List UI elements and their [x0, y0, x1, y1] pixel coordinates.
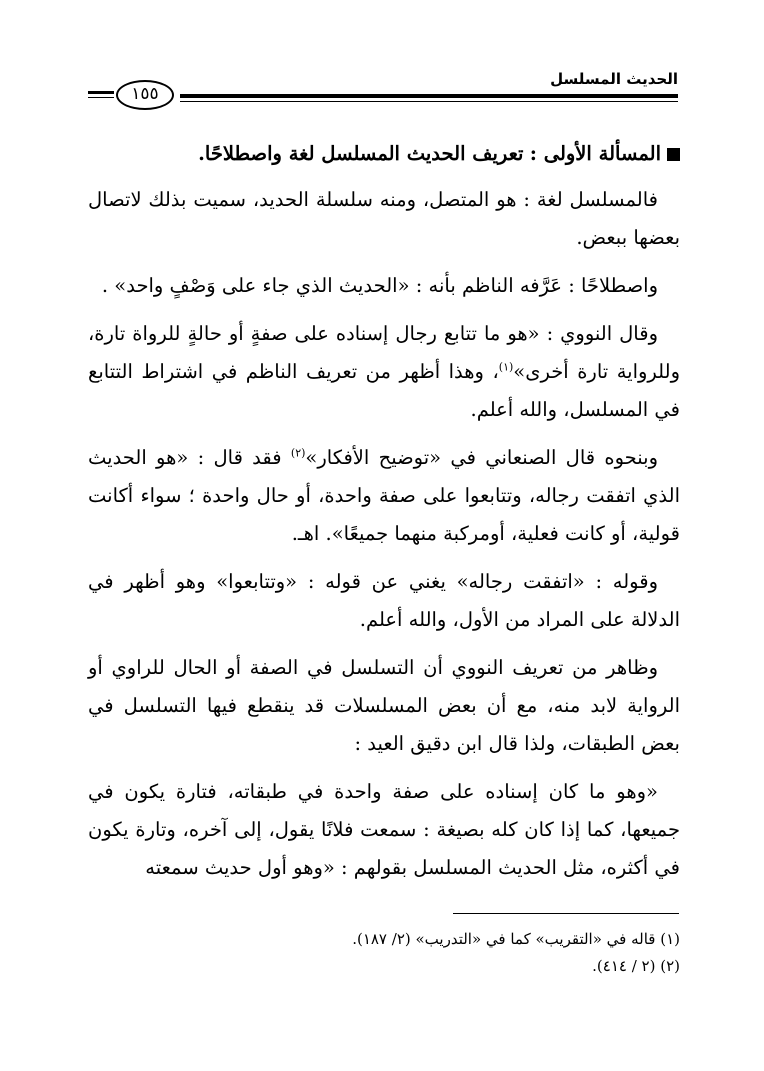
page-number-rule-thin — [88, 97, 114, 98]
paragraph-text: وظاهر من تعريف النووي أن التسلسل في الصفة أو الحال للراوي أو الرواية لابد منه، مع أن بعض المسلسلات قد ينقطع فيها التسلسل في بعض الطبقات، ولذا قال ابن دقيق العيد : — [88, 656, 680, 755]
page-body — [88, 135, 680, 897]
paragraph-text: واصطلاحًا : عَرَّفه الناظم بأنه : «الحديث الذي جاء على وَصْفٍ واحد» . — [101, 274, 658, 297]
footnote: (١) قاله في «التقريب» كما في «التدريب» (٢/ ١٨٧). — [352, 930, 680, 948]
page-number: ١٥٥ — [116, 80, 174, 110]
paragraph — [88, 649, 680, 763]
paragraph — [88, 315, 680, 429]
footnote-divider — [453, 913, 679, 914]
page-header — [88, 60, 678, 116]
section-heading — [88, 135, 680, 173]
header-rule-thin — [180, 101, 678, 102]
paragraph — [88, 439, 680, 553]
heading-title: تعريف الحديث المسلسل لغة واصطلاحًا. — [198, 142, 524, 165]
paragraph-text: وبنحوه قال الصنعاني في «توضيح الأفكار» — [305, 446, 658, 469]
paragraph-text: فقد قال : «هو الحديث الذي اتفقت رجاله، وتتابعوا على صفة واحدة، أو حال واحدة ؛ سواء أكانت قولية، أو كانت فعلية، أومركبة منهما جميعًا». اهـ. — [88, 446, 680, 545]
paragraph — [88, 181, 680, 257]
paragraph-text: فالمسلسل لغة : هو المتصل، ومنه سلسلة الحديد، سميت بذلك لاتصال بعضها ببعض. — [88, 188, 680, 249]
square-bullet-icon — [667, 148, 680, 161]
footnote: (٢) (٢ / ٤١٤). — [592, 957, 680, 975]
footnote-ref[interactable]: (٢) — [290, 446, 306, 460]
paragraph-text: وقال النووي : «هو ما تتابع رجال إسناده على صفةٍ أو حالةٍ للرواة تارة، وللرواية تارة أخرى» — [88, 322, 680, 383]
paragraph-text: ، وهذا أظهر من تعريف الناظم في اشتراط التتابع في المسلسل، والله أعلم. — [88, 360, 680, 421]
footnote-ref[interactable]: (١) — [498, 360, 514, 374]
paragraph-text: وقوله : «اتفقت رجاله» يغني عن قوله : «وتتابعوا» وهو أظهر في الدلالة على المراد من الأول، والله أعلم. — [88, 570, 680, 631]
running-title: الحديث المسلسل — [550, 70, 678, 88]
header-rule — [180, 94, 678, 98]
paragraph-text: «وهو ما كان إسناده على صفة واحدة في طبقاته، فتارة يكون في جميعها، كما إذا كان كله بصيغة : سمعت فلانًا يقول، إلى آخره، وتارة يكون في أكثره، مثل الحديث المسلسل بقولهم : «وهو أول حديث سمعته — [88, 780, 680, 879]
footnotes — [88, 926, 680, 980]
paragraph — [88, 563, 680, 639]
paragraph — [88, 267, 680, 305]
page-number-rule — [88, 91, 114, 94]
paragraph — [88, 773, 680, 887]
issue-label: المسألة الأولى : — [529, 142, 661, 165]
